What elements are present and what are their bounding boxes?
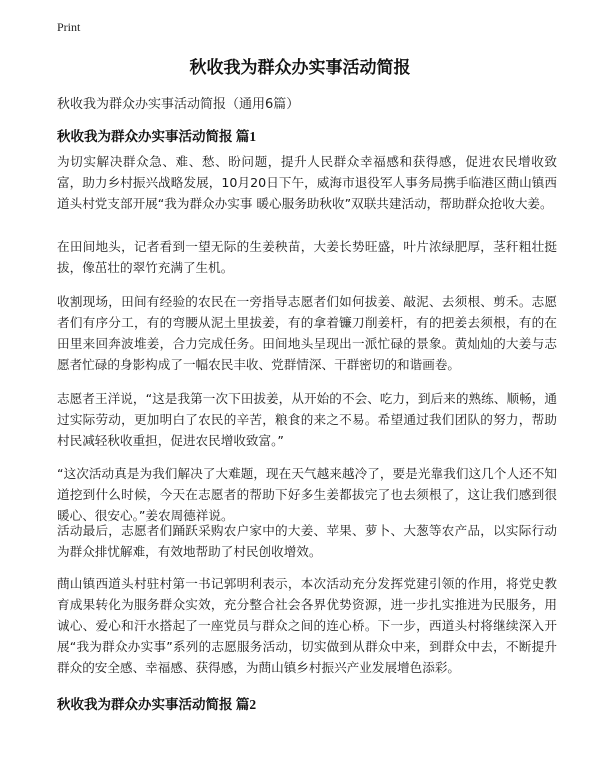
print-link[interactable]: Print xyxy=(57,20,81,34)
paragraph: “这次活动真是为我们解决了大难题，现在天气越来越冷了，要是光靠我们这几个人还不知道挖到什么时候，今天在志愿者的帮助下好多生姜都拔完了也去须根了，这让我们感到很暖心、很安心。”姜农周德祥说。 xyxy=(57,466,557,523)
paragraph: 活动最后，志愿者们踊跃采购农户家中的大姜、苹果、萝卜、大葱等农产品，以实际行动为群众排忧解难，有效地帮助了村民创收增效。 xyxy=(57,523,557,559)
page-title: 秋收我为群众办实事活动简报 xyxy=(189,58,411,78)
section-heading-1: 秋收我为群众办实事活动简报 篇1 xyxy=(57,129,257,144)
paragraph: 收割现场，田间有经验的农民在一旁指导志愿者们如何拔姜、敲泥、去须根、剪禾。志愿者们有序分工，有的弯腰从泥土里拔姜，有的拿着镰刀削姜杆，有的把姜去须根，有的在田里来回奔波堆姜，合力完成任务。田间地头呈现出一派忙碌的景象。黄灿灿的大姜与志愿者忙碌的身影构成了一幅农民丰收、党群情深、干群密切的和谐画卷。 xyxy=(57,294,557,372)
paragraph: 蔄山镇西道头村驻村第一书记郭明利表示，本次活动充分发挥党建引领的作用，将党史教育成果转化为服务群众实效，充分整合社会各界优势资源，进一步扎实推进为民服务，用诚心、爱心和汗水搭起了一座党员与群众之间的连心桥。下一步，西道头村将继续深入开展“我为群众办实事”系列的志愿服务活动，切实做到从群众中来，到群众中去，不断提升群众的安全感、幸福感、获得感，为蔄山镇乡村振兴产业发展增色添彩。 xyxy=(57,576,557,675)
paragraph: 为切实解决群众急、难、愁、盼问题，提升人民群众幸福感和获得感，促进农民增收致富，助力乡村振兴战略发展，10月20日下午，威海市退役军人事务局携手临港区蔄山镇西道头村党支部开展“我为群众办实事 暖心服务助秋收”双联共建活动，帮助群众抢收大姜。 xyxy=(57,154,557,211)
document-subtitle: 秋收我为群众办实事活动简报（通用6篇） xyxy=(57,97,300,112)
paragraph: 志愿者王洋说，“这是我第一次下田拔姜，从开始的不会、吃力，到后来的熟练、顺畅，通过实际劳动，更加明白了农民的辛苦，粮食的来之不易。希望通过我们团队的努力，帮助村民减轻秋收重担，促进农民增收致富。” xyxy=(57,391,557,448)
section-heading-2: 秋收我为群众办实事活动简报 篇2 xyxy=(57,697,257,712)
paragraph: 在田间地头，记者看到一望无际的生姜秧苗，大姜长势旺盛，叶片浓绿肥厚，茎秆粗壮挺拔，像茁壮的翠竹充满了生机。 xyxy=(57,239,557,275)
